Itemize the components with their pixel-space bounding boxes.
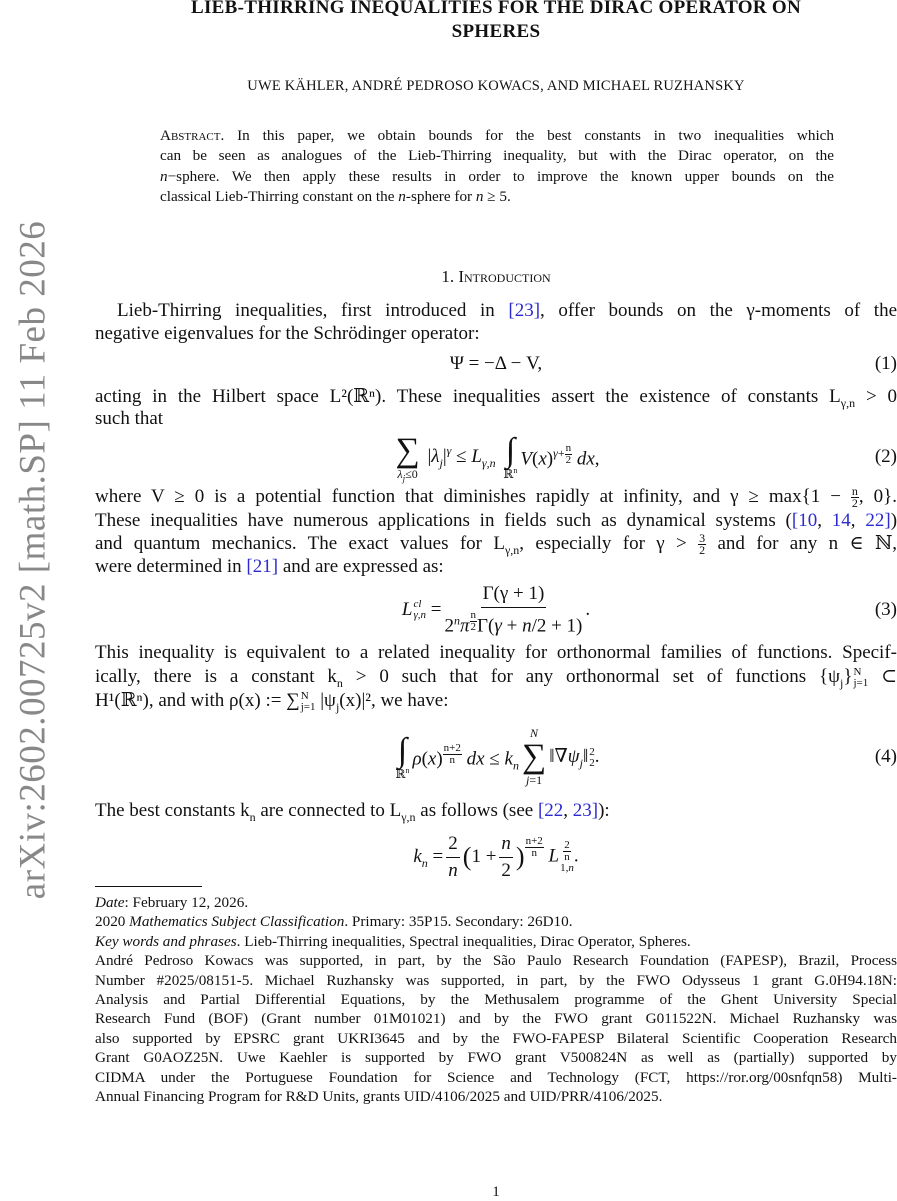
body-line: This inequality is equivalent to a related inequality for orthonormal families of functions. Specif- — [95, 642, 897, 663]
body-line: were determined in [21] and are expressed as: — [95, 556, 444, 577]
authors: UWE KÄHLER, ANDRÉ PEDROSO KOWACS, AND MICHAEL RUZHANSKY — [247, 78, 745, 94]
date: : February 12, 2026. — [124, 894, 249, 911]
keywords: . Lieb-Thirring inequalities, Spectral inequalities, Dirac Operator, Spheres. — [236, 932, 691, 950]
body-line: acting in the Hilbert space L²(ℝⁿ). These inequalities assert the existence of constants $L_{\gamma,n} > 0$ — [95, 386, 897, 410]
abstract-line: In this paper, we obtain bounds for the best constants in two inequalities which — [237, 127, 834, 144]
paper-title-line1: LIEB-THIRRING INEQUALITIES FOR THE DIRAC OPERATOR ON — [191, 0, 801, 18]
equation-number: (3) — [874, 599, 897, 620]
msc-label: Mathematics Subject Classification — [129, 913, 345, 931]
body-line: H¹(ℝⁿ), and with ρ(x) := ∑ N j=1 $|\psi_j(x)|^2$, we have: — [95, 689, 449, 714]
abstract — [160, 126, 834, 207]
funding-line: also supported by EPSRC grant UKRI3645 and by the FWO-FAPESP Bilateral Scientific Cooperation Research — [95, 1029, 897, 1047]
abstract-line: can be seen as analogues of the Lieb-Thirring inequality, but with the Dirac operator, on the — [160, 147, 834, 165]
math-var: n — [475, 187, 484, 205]
body-line: where V ≥ 0 is a potential function that diminishes rapidly at infinity, and γ ≥ max{1 − $\frac{n}{2}$ , 0}. — [95, 484, 897, 511]
abstract-line: −sphere. We then apply these results in order to improve the known upper bounds on the — [167, 167, 834, 185]
citation-link[interactable]: 23] — [572, 800, 599, 821]
body-line: and quantum mechanics. The exact values for $L_{\gamma,n}$, especially for γ > $\frac{3}{2}$ and for any n ∈ ℕ, — [95, 531, 897, 558]
section-title: Introduction — [458, 267, 551, 286]
body-line: These inequalities have numerous applications in fields such as dynamical systems ([10, 14, 22]) — [95, 510, 897, 531]
body-line: such that — [95, 408, 164, 429]
keywords-label: Key words and phrases — [95, 932, 237, 950]
abstract-line: classical Lieb-Thirring constant on the — [160, 187, 395, 205]
footnote-rule — [95, 886, 202, 887]
abstract-label: Abstract. — [160, 127, 225, 144]
equation-2: ∑ $\lambda_j\le 0$ $|\lambda_j|^\gamma \le L_{\gamma,n}$ ∫ ℝ$^n$ $V(x)^{\gamma+ \frac{n}{2}}$ dx, (2) — [395, 431, 897, 483]
math-var: n — [398, 187, 406, 205]
citation-link[interactable]: [22 — [537, 800, 564, 821]
equation-3: L cl γ,n = Γ(γ + 1) 2$^n$π $^{\frac{n}{2}}$ Γ(γ + n/2 + 1) . (3) — [401, 582, 897, 637]
equation-5: $k_n$ = $\frac{2}{n}$ ( 1 + $\frac{n}{2}$ ) $^{\frac{n+2}{n}}$ L 2 n 1,n . — [413, 832, 579, 881]
equation-1: Ψ = −Δ − V, (1) — [449, 353, 897, 374]
citation-link[interactable]: 22] — [865, 510, 891, 531]
citation-link[interactable]: 14 — [831, 510, 851, 531]
equation-number: (4) — [874, 746, 897, 767]
equation-number: (2) — [874, 446, 897, 467]
citation-link[interactable]: [23] — [508, 300, 541, 321]
math-var: n — [160, 167, 168, 185]
funding-line: Research Fund (BOF) (Grant number 01M01021) and by the FWO grant G011522N. Michael Ruzhansky was — [95, 1010, 897, 1028]
funding-line: Number #2025/08151-5. Michael Ruzhansky was supported, in part, by the FWO Odysseus 1 grant G.0H94.18N: — [95, 971, 897, 989]
body-line: negative eigenvalues for the Schrödinger operator: — [95, 323, 480, 344]
citation-link[interactable]: [21] — [246, 556, 279, 577]
equation-4: ∫ ℝ$^n$ ρ(x) $^{\frac{n+2}{n}}$ dx ≤ $k_n$ N ∑ j=1 $‖\nabla\psi_j‖$ 2 2 . (4) — [395, 726, 897, 787]
paper-title-line2: SPHERES — [451, 21, 541, 42]
equation-number: (1) — [874, 353, 897, 374]
body-line: Lieb-Thirring inequalities, first introduced in [23], offer bounds on the γ-moments of the — [117, 300, 897, 321]
section-heading — [95, 267, 897, 287]
body-line: The best constants $k_n$ are connected to $L_{\gamma,n}$ as follows (see [22, 23]): — [95, 800, 610, 824]
funding-line: Analysis and Partial Differential Equations, by the Methusalem programme of the Ghent University Special — [95, 991, 897, 1009]
date-label: Date — [95, 894, 125, 911]
funding-line: André Pedroso Kowacs was supported, in part, by the São Paulo Research Foundation (FAPESP), Brazil, Process — [95, 952, 897, 970]
funding-line: Grant G0AOZ25N. Uwe Kaehler is supported by FWO grant V500824N as well as (partially) supported by — [95, 1049, 897, 1067]
footnotes: Date: February 12, 2026. 2020 Mathematics Subject Classification. Primary: 35P15. Secondary: 26D10. Key words and phrases. Lieb-Thirring inequalities, Spectral inequalities, Dirac Operator, Spheres. André Pedroso Kowacs was supported, in part, by the São Paulo Research Foundation (FAPESP), Brazil, Process Number #2025/08151-5. Michael Ruzhansky was supported, in part, by the FWO Odysseus 1 grant G.0H94.18N: Analysis and Partial Differential Equations, by the Methusalem programme of the Ghent University Special Research Fund (BOF) (Grant number 01M01021) and by the FWO grant G011522N. Michael Ruzhansky was also supported by EPSRC grant UKRI3645 and by the FWO-FAPESP Bilateral Scientific Cooperation Research Grant G0AOZ25N. Uwe Kaehler is supported by FWO grant V500824N as well as (partially) supported by CIDMA under the Portuguese Foundation for Science and Technology (FCT, https://ror.org/00snfqn58) Multi- Annual Financing Program for R&D Units, grants UID/4106/2025 and UID/PRR/4106/2025. — [95, 894, 897, 1106]
citation-link[interactable]: [10 — [791, 510, 818, 531]
section-number: 1. — [441, 267, 455, 286]
abstract-text: -sphere for — [405, 187, 473, 205]
msc: . Primary: 35P15. Secondary: 26D10. — [344, 913, 573, 931]
funding-line: CIDMA under the Portuguese Foundation for Science and Technology (FCT, https://ror.org/00snfqn58) Multi- — [95, 1068, 897, 1086]
abstract-text: ≥ 5. — [487, 187, 511, 205]
arxiv-stamp: arXiv:2602.00725v2 [math.SP] 11 Feb 2026 — [12, 220, 54, 900]
body-line: ically, there is a constant $k_n > 0$ such that for any orthonormal set of functions $\{\psi_j\}$ N j=1 ⊂ — [95, 665, 897, 690]
funding-line: Annual Financing Program for R&D Units, grants UID/4106/2025 and UID/PRR/4106/2025. — [95, 1088, 663, 1106]
page-number: 1 — [492, 1184, 500, 1200]
